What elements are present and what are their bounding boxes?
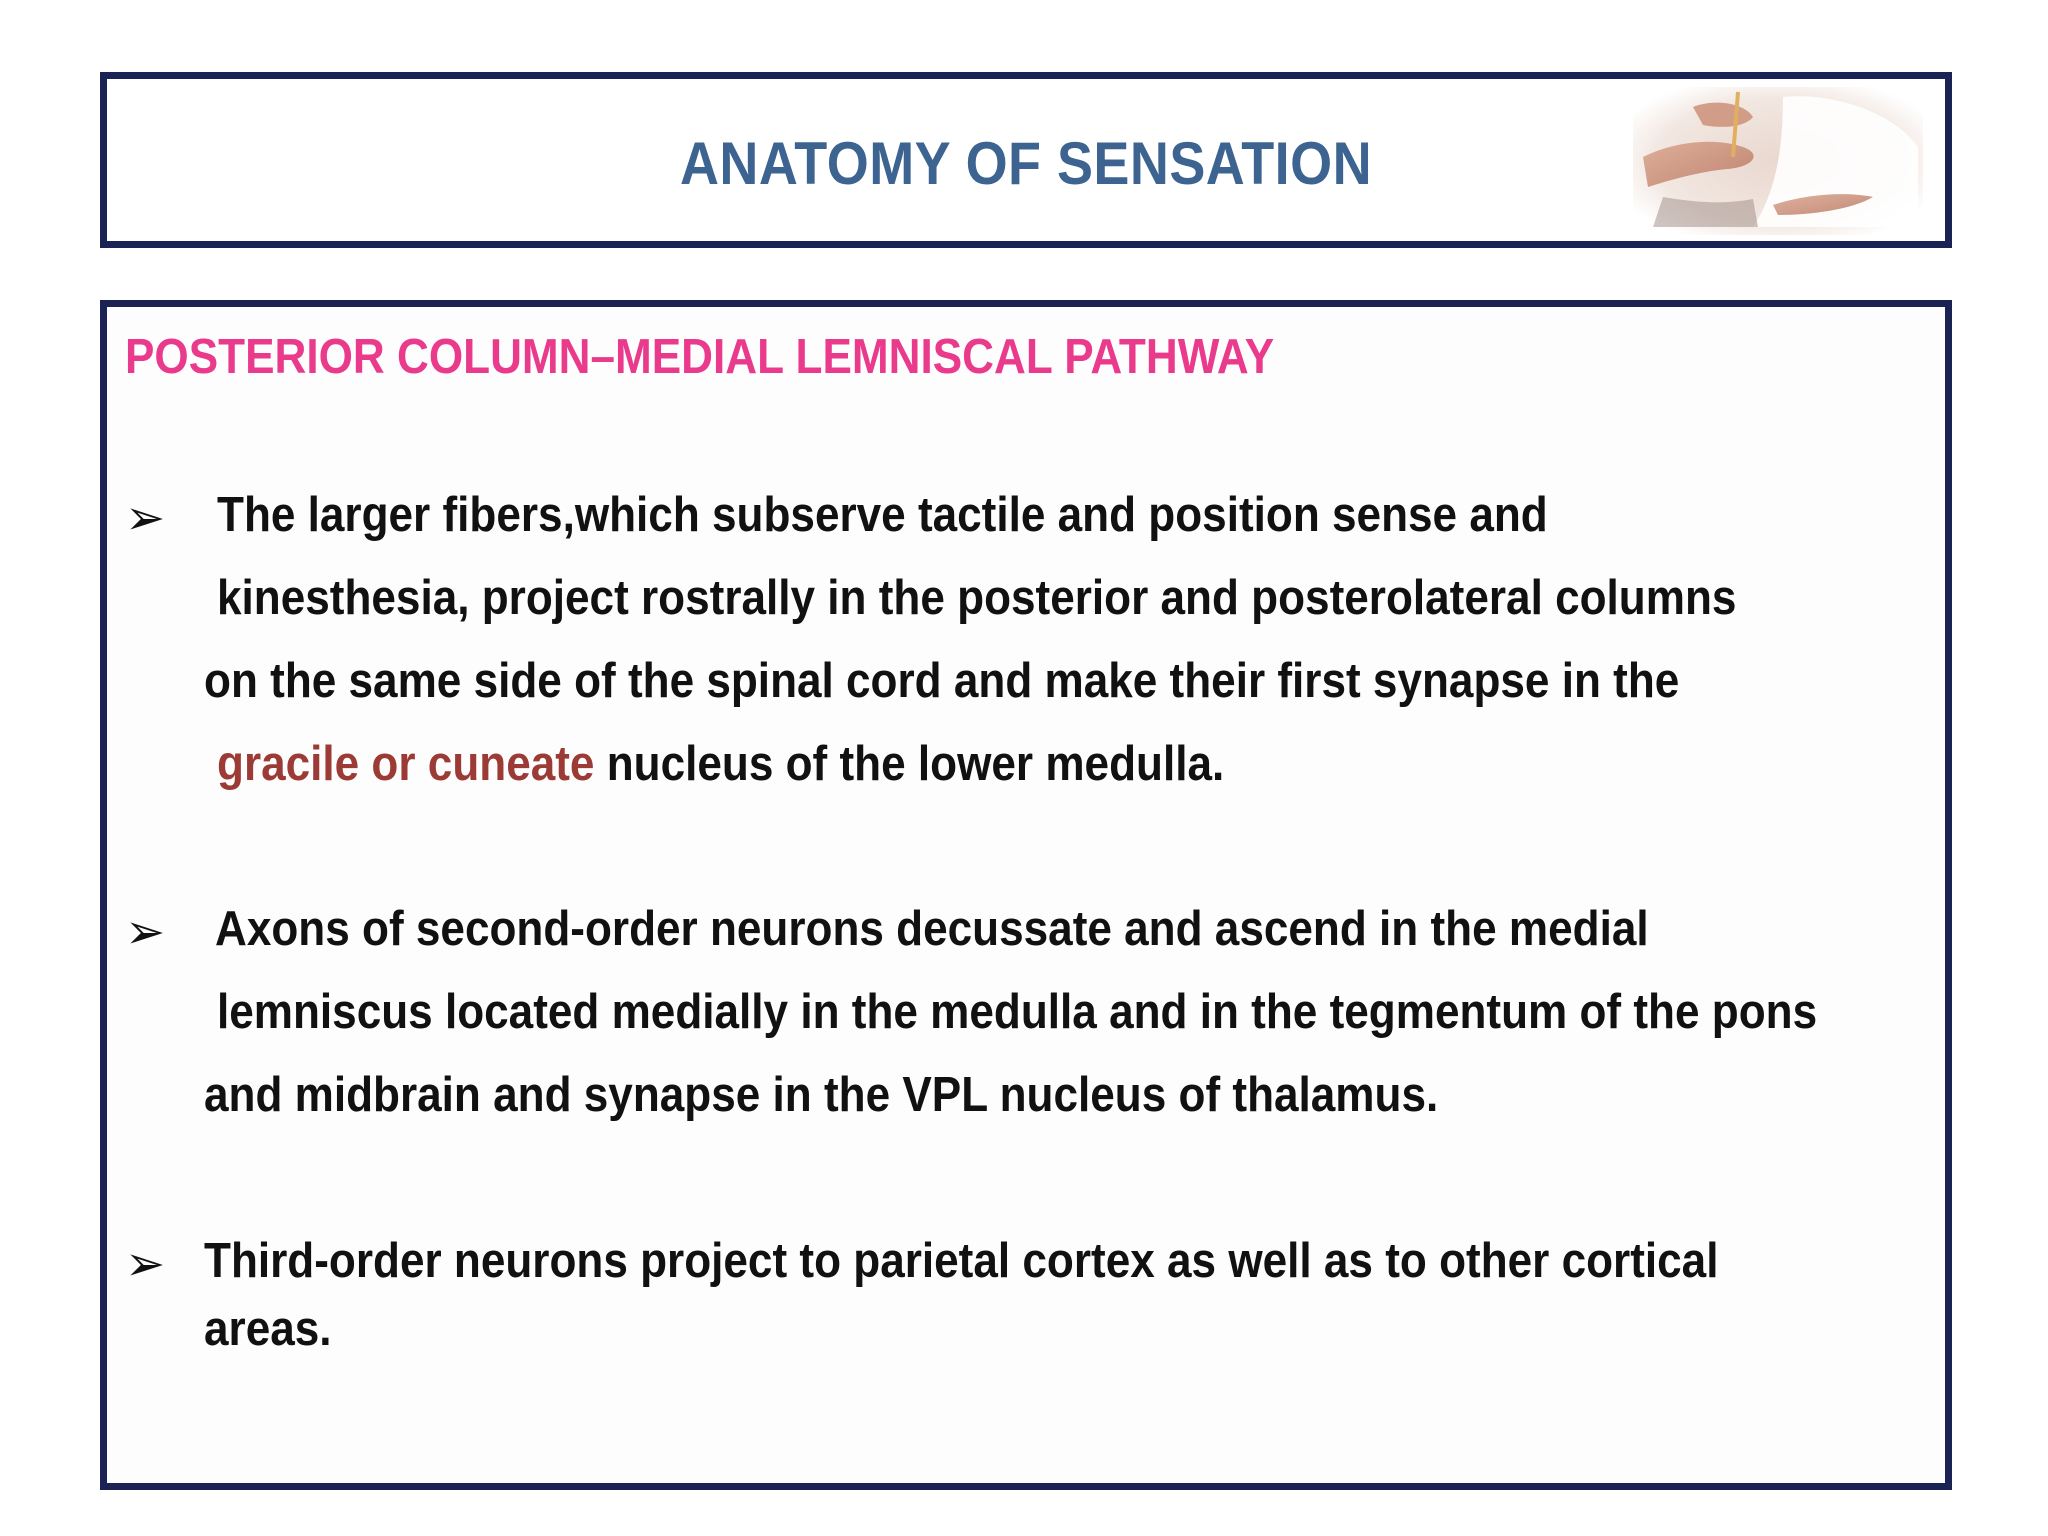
bullet-1-line-4-rest: nucleus of the lower medulla. bbox=[594, 737, 1225, 791]
content-panel bbox=[100, 300, 1952, 1490]
highlighted-term: gracile or cuneate bbox=[217, 737, 595, 791]
bullet-3-line-2: areas. bbox=[204, 1302, 332, 1356]
header-panel bbox=[100, 72, 1952, 248]
sensory-exam-photo bbox=[1633, 87, 1923, 235]
section-heading: POSTERIOR COLUMN–MEDIAL LEMNISCAL PATHWAY bbox=[125, 330, 1275, 384]
bullet-arrow-icon: ➢ bbox=[125, 1238, 166, 1291]
bullet-3-line-1: Third-order neurons project to parietal cortex as well as to other cortical bbox=[204, 1234, 1719, 1288]
bullet-2-line-1: Axons of second-order neurons decussate and ascend in the medial bbox=[215, 902, 1649, 956]
bullet-2-line-2: lemniscus located medially in the medulla and in the tegmentum of the pons bbox=[217, 985, 1818, 1039]
bullet-1-line-1: The larger fibers,which subserve tactile and position sense and bbox=[217, 488, 1548, 542]
bullet-arrow-icon: ➢ bbox=[125, 906, 166, 959]
bullet-1-line-3: on the same side of the spinal cord and make their first synapse in the bbox=[204, 654, 1680, 708]
bullet-1-line-2: kinesthesia, project rostrally in the posterior and posterolateral columns bbox=[217, 571, 1737, 625]
bullet-1-line-4 bbox=[217, 736, 1224, 792]
bullet-arrow-icon: ➢ bbox=[125, 492, 166, 545]
slide-title: ANATOMY OF SENSATION bbox=[679, 130, 1373, 197]
bullet-2-line-3: and midbrain and synapse in the VPL nucleus of thalamus. bbox=[204, 1068, 1439, 1122]
